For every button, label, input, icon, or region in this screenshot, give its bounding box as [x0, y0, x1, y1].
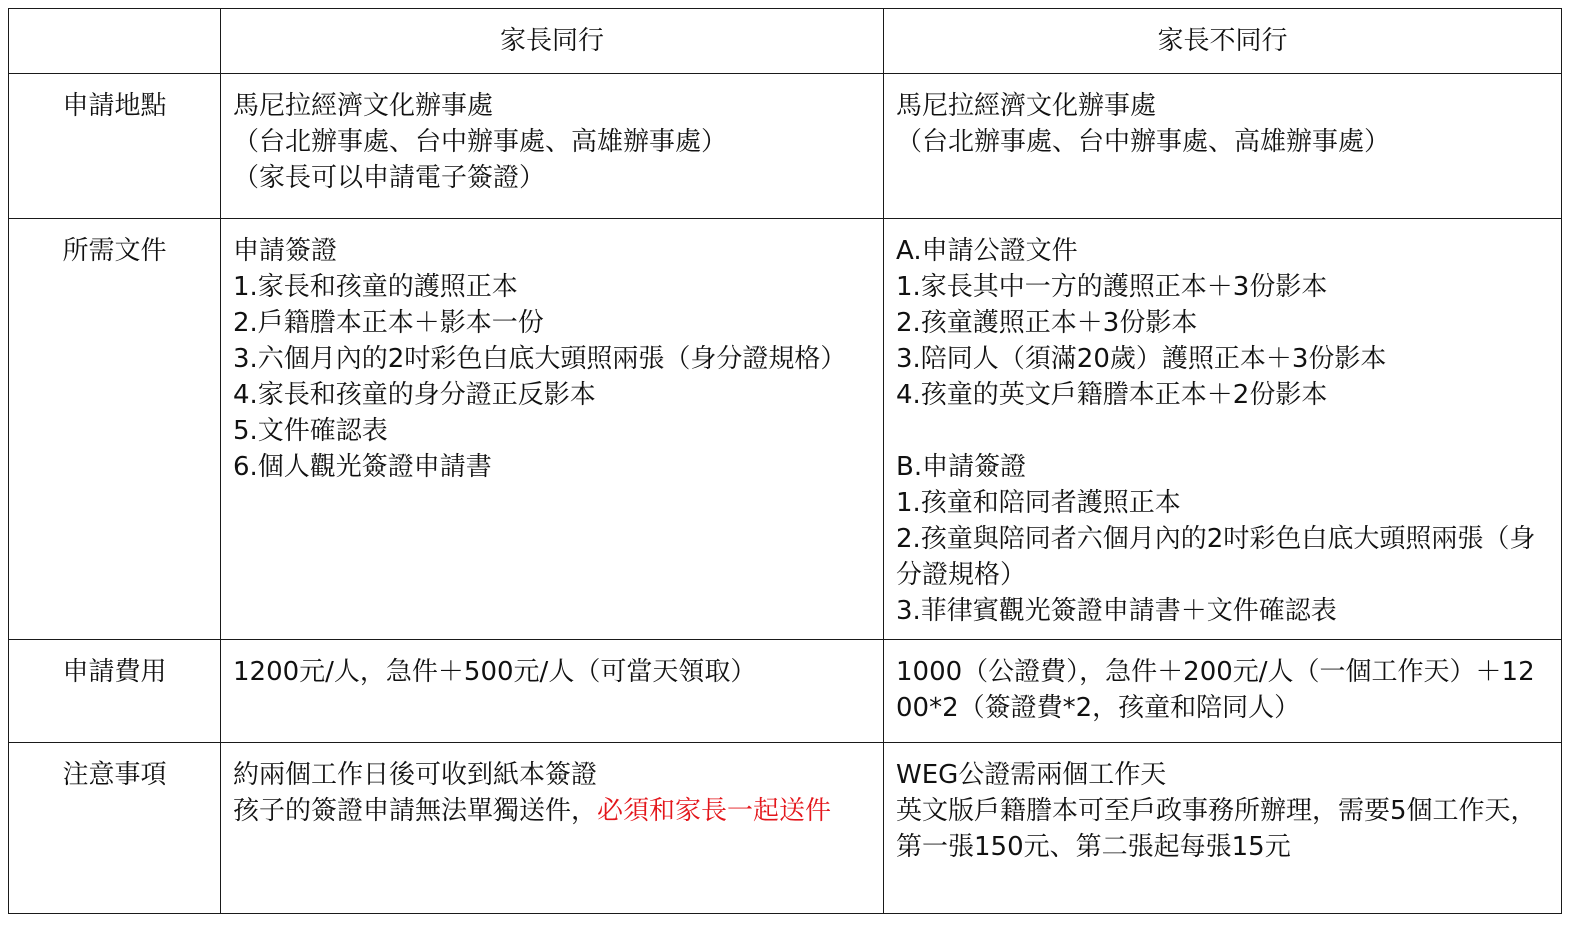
text-line: A.申請公證文件 — [896, 236, 1078, 266]
text-line: 第一張150元、第二張起每張15元 — [896, 832, 1291, 862]
visa-comparison-table — [8, 8, 1562, 914]
row-application-location — [9, 74, 1562, 219]
note-text: 孩子的簽證申請無法單獨送件， — [233, 796, 598, 826]
text-line: B.申請簽證 — [896, 452, 1027, 482]
text-line — [233, 793, 871, 829]
text-line: 3.陪同人（須滿20歲）護照正本＋3份影本 — [896, 344, 1387, 374]
text-line: 申請簽證 — [233, 236, 338, 266]
text-line: 2.孩童護照正本＋3份影本 — [896, 308, 1198, 338]
header-with-parent: 家長同行 — [221, 9, 884, 74]
text-line: 馬尼拉經濟文化辦事處 — [233, 91, 494, 121]
documents-without-parent — [884, 219, 1562, 640]
text-line: 1.家長其中一方的護照正本＋3份影本 — [896, 272, 1328, 302]
text-line: 3.菲律賓觀光簽證申請書＋文件確認表 — [896, 596, 1337, 626]
row-label-location: 申請地點 — [9, 74, 221, 219]
text-line: 英文版戶籍謄本可至戶政事務所辦理，需要5個工作天， — [896, 796, 1537, 826]
text-line: 馬尼拉經濟文化辦事處 — [896, 91, 1157, 121]
text-line: 4.孩童的英文戶籍謄本正本＋2份影本 — [896, 380, 1328, 410]
paragraph-gap — [896, 413, 1549, 449]
row-label-documents: 所需文件 — [9, 219, 221, 640]
documents-with-parent — [221, 219, 884, 640]
fee-without-parent — [884, 640, 1562, 743]
text-line: （台北辦事處、台中辦事處、高雄辦事處） — [896, 127, 1391, 157]
notes-without-parent — [884, 743, 1562, 914]
row-label-notes: 注意事項 — [9, 743, 221, 914]
visa-comparison-table-frame — [8, 8, 1561, 911]
text-line: 3.六個月內的2吋彩色白底大頭照兩張（身分證規格） — [233, 344, 847, 374]
text-line: 1.孩童和陪同者護照正本 — [896, 488, 1181, 518]
text-line: 2.戶籍謄本正本＋影本一份 — [233, 308, 544, 338]
text-line: 4.家長和孩童的身分證正反影本 — [233, 380, 596, 410]
text-line: 5.文件確認表 — [233, 416, 388, 446]
text-line: （台北辦事處、台中辦事處、高雄辦事處） — [233, 127, 728, 157]
row-application-fee — [9, 640, 1562, 743]
text-line: 1000（公證費），急件＋200元/人（一個工作天）＋1200*2（簽證費*2，孩童和陪同人） — [896, 657, 1535, 723]
header-row — [9, 9, 1562, 74]
row-required-documents — [9, 219, 1562, 640]
highlighted-warning-text: 必須和家長一起送件 — [597, 796, 832, 826]
header-blank-cell — [9, 9, 221, 74]
text-line: 約兩個工作日後可收到紙本簽證 — [233, 760, 598, 790]
fee-with-parent — [221, 640, 884, 743]
row-notes — [9, 743, 1562, 914]
notes-with-parent — [221, 743, 884, 914]
text-line: 6.個人觀光簽證申請書 — [233, 452, 492, 482]
row-label-fee: 申請費用 — [9, 640, 221, 743]
text-line: WEG公證需兩個工作天 — [896, 760, 1167, 790]
header-without-parent: 家長不同行 — [884, 9, 1562, 74]
text-line: 1.家長和孩童的護照正本 — [233, 272, 518, 302]
location-without-parent — [884, 74, 1562, 219]
text-line: 2.孩童與陪同者六個月內的2吋彩色白底大頭照兩張（身分證規格） — [896, 524, 1536, 590]
location-with-parent — [221, 74, 884, 219]
text-line: （家長可以申請電子簽證） — [233, 163, 546, 193]
text-line: 1200元/人，急件＋500元/人（可當天領取） — [233, 657, 757, 687]
